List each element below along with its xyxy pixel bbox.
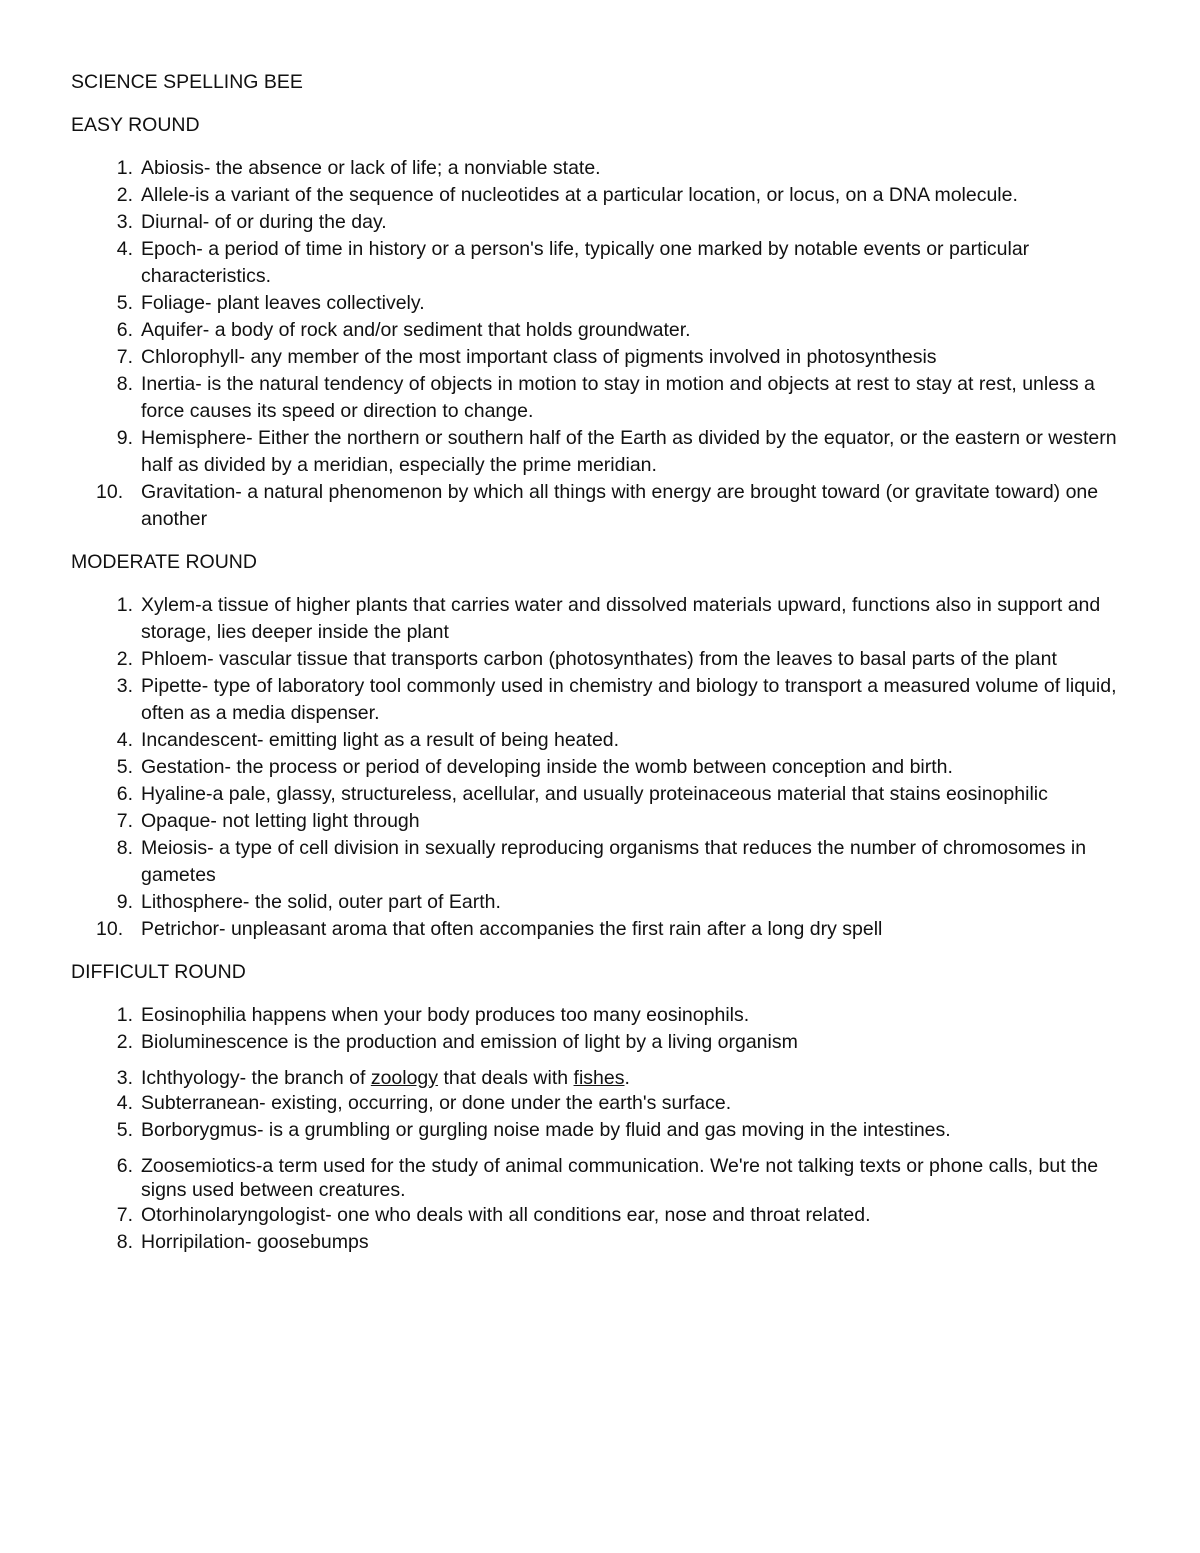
list-item [71,727,1141,754]
list-item [71,425,1141,479]
item-number: 8. [116,373,133,395]
item-number: 5. [116,292,133,314]
item-text: Epoch- a period of time in history or a person's life, typically one marked by notable events or particular characteristics. [141,238,1030,287]
item-number: 8. [116,837,133,859]
document-page [71,69,1141,1272]
item-text: Horripilation- goosebumps [141,1231,369,1253]
list-item [71,1029,1141,1056]
list-item [71,155,1141,182]
list-item [71,889,1141,916]
item-number: 2. [116,184,133,206]
item-number: 3. [116,675,133,697]
item-text: Foliage- plant leaves collectively. [141,292,425,314]
list-item [71,781,1141,808]
item-text: Aquifer- a body of rock and/or sediment that holds groundwater. [141,319,691,341]
list-item [71,1090,1141,1117]
item-text: Petrichor- unpleasant aroma that often accompanies the first rain after a long dry spell [141,918,883,940]
list-item [71,1202,1141,1229]
item-number: 3. [116,211,133,233]
item-number: 2. [116,648,133,670]
item-number: 3. [116,1067,133,1089]
difficult-round-heading: DIFFICULT ROUND [71,961,246,983]
item-text: Allele-is a variant of the sequence of nucleotides at a particular location, or locus, on a DNA molecule. [141,184,1018,206]
moderate-round-heading: MODERATE ROUND [71,551,257,573]
list-item [71,1154,1141,1202]
item-text: Meiosis- a type of cell division in sexually reproducing organisms that reduces the number of chromosomes in gametes [141,837,1087,886]
list-item [71,182,1141,209]
item-number: 7. [116,1204,133,1226]
item-text: Pipette- type of laboratory tool commonly used in chemistry and biology to transport a measured volume of liquid, often as a media dispenser. [141,675,1117,724]
item-text: Gravitation- a natural phenomenon by which all things with energy are brought toward (or gravitate toward) one another [141,481,1099,530]
item-text: Hyaline-a pale, glassy, structureless, acellular, and usually proteinaceous material that stains eosinophilic [141,783,1048,805]
item-number: 8. [116,1231,133,1253]
item-number: 1. [116,157,133,179]
list-item [71,592,1141,646]
list-item [71,236,1141,290]
list-item [71,1002,1141,1029]
list-item [71,754,1141,781]
item-number: 1. [116,1004,133,1026]
item-number: 9. [116,891,133,913]
easy-round-heading: EASY ROUND [71,114,200,136]
item-number: 4. [116,729,133,751]
document-title: SCIENCE SPELLING BEE [71,71,303,93]
moderate-round-list [71,592,1141,943]
list-item [71,1066,1141,1090]
item-text-middle: that deals with [438,1067,574,1089]
list-item [71,835,1141,889]
item-text: Otorhinolaryngologist- one who deals with all conditions ear, nose and throat related. [141,1204,871,1226]
item-text: Diurnal- of or during the day. [141,211,387,233]
item-text: Borborygmus- is a grumbling or gurgling noise made by fluid and gas moving in the intestines. [141,1119,951,1141]
item-text: Lithosphere- the solid, outer part of Earth. [141,891,501,913]
list-item [71,646,1141,673]
item-text: Phloem- vascular tissue that transports carbon (photosynthates) from the leaves to basal parts of the plant [141,648,1057,670]
item-text: Chlorophyll- any member of the most important class of pigments involved in photosynthesis [141,346,937,368]
item-text: Zoosemiotics-a term used for the study of animal communication. We're not talking texts or phone calls, but the signs used between creatures. [141,1155,1099,1201]
item-text-after: . [624,1067,630,1089]
zoology-link[interactable]: zoology [370,1067,439,1089]
item-number: 5. [116,1119,133,1141]
item-text: Bioluminescence is the production and emission of light by a living organism [141,1031,798,1053]
list-item [71,344,1141,371]
item-text: Gestation- the process or period of developing inside the womb between conception and birth. [141,756,953,778]
list-item [71,290,1141,317]
item-number: 10. [96,481,124,503]
item-text: Abiosis- the absence or lack of life; a nonviable state. [141,157,601,179]
item-number: 2. [116,1031,133,1053]
list-item [71,209,1141,236]
item-number: 7. [116,810,133,832]
item-text: Inertia- is the natural tendency of objects in motion to stay in motion and objects at rest to stay at rest, unless a force causes its speed or direction to change. [141,373,1095,422]
list-item [71,1229,1141,1256]
list-item [71,916,1141,943]
item-number: 7. [116,346,133,368]
item-number: 1. [116,594,133,616]
item-text-before: Ichthyology- the branch of [141,1067,371,1089]
item-text: Incandescent- emitting light as a result of being heated. [141,729,620,751]
list-item [71,317,1141,344]
fishes-link[interactable]: fishes [573,1067,625,1089]
item-number: 6. [116,783,133,805]
item-number: 6. [116,319,133,341]
list-item [71,673,1141,727]
list-item [71,1117,1141,1144]
item-text: Xylem-a tissue of higher plants that carries water and dissolved materials upward, functions also in support and storage, lies deeper inside the plant [141,594,1101,643]
list-item [71,371,1141,425]
difficult-round-list [71,1002,1141,1256]
item-number: 4. [116,1092,133,1114]
list-item [71,808,1141,835]
item-text: Eosinophilia happens when your body produces too many eosinophils. [141,1004,750,1026]
item-number: 4. [116,238,133,260]
item-number: 5. [116,756,133,778]
item-number: 9. [116,427,133,449]
easy-round-list [71,155,1141,533]
list-item [71,479,1141,533]
item-number: 10. [96,918,124,940]
item-number: 6. [116,1155,133,1177]
item-text: Hemisphere- Either the northern or southern half of the Earth as divided by the equator, or the eastern or western half as divided by a meridian, especially the prime meridian. [141,427,1117,476]
item-text: Opaque- not letting light through [141,810,420,832]
item-text: Subterranean- existing, occurring, or done under the earth's surface. [141,1092,732,1114]
